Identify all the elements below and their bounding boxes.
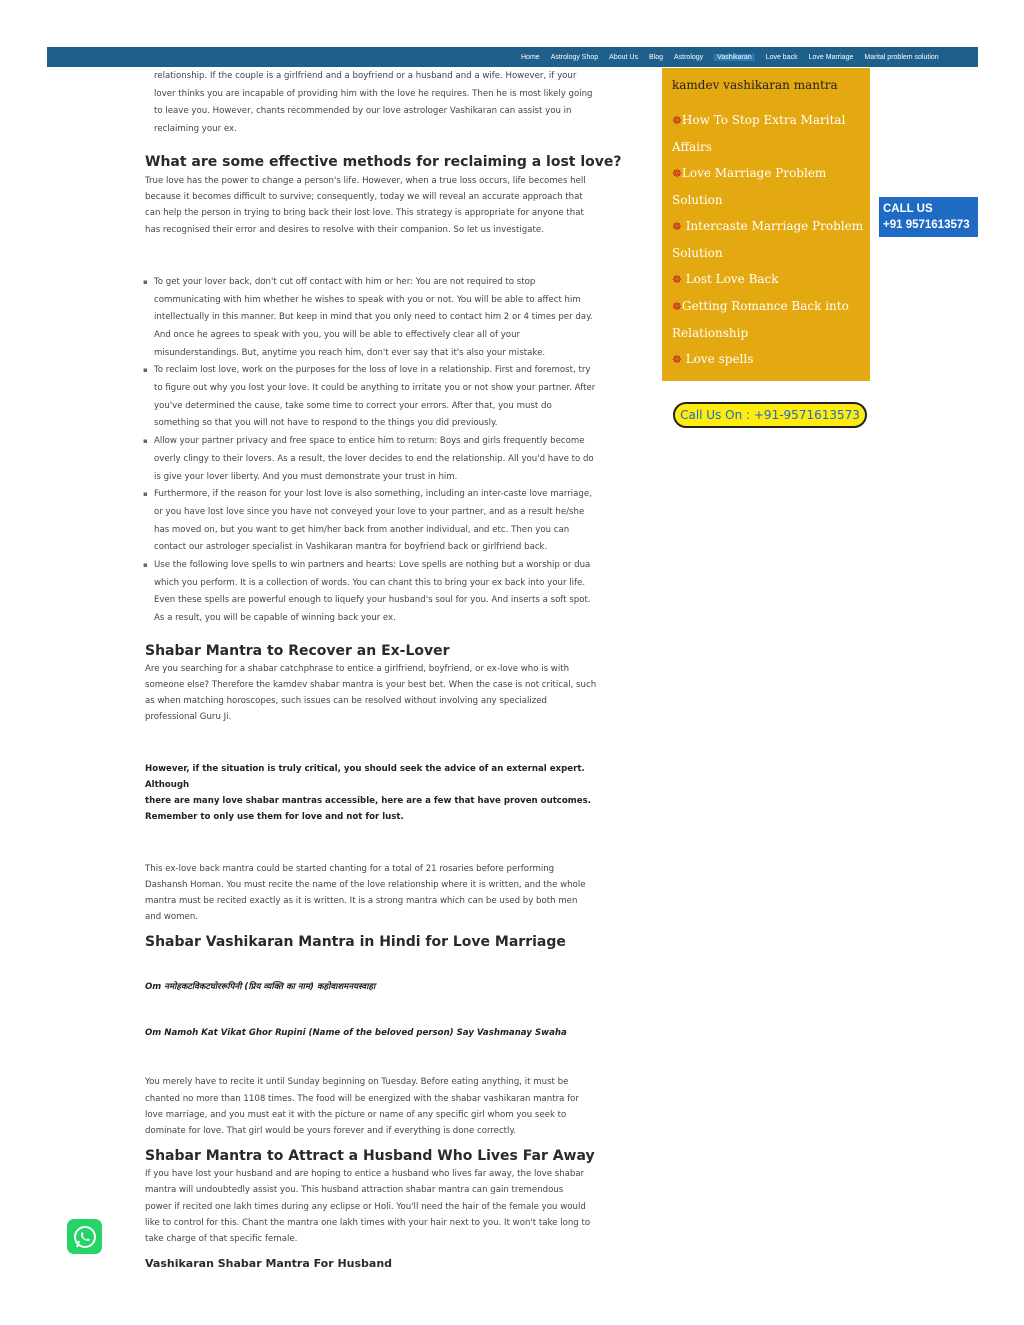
sidebar-link[interactable] xyxy=(662,213,870,240)
sidebar-link-label: Love spells xyxy=(681,352,754,366)
heading-shabar-ex-lover: Shabar Mantra to Recover an Ex-Lover xyxy=(145,642,450,659)
text-line: like to control for this. Chant the mantra one lakh times with your hair next to you. It won't take long to xyxy=(145,1217,591,1228)
whatsapp-glyph xyxy=(72,1224,98,1250)
text-line: chanted no more than 1108 times. The food will be energized with the shabar vashikaran mantra for xyxy=(145,1093,579,1104)
text-line: communicating with him whether he wishes to speak with you or not. You will be able to affect him xyxy=(154,294,581,305)
sidebar-link-label: How To Stop Extra Marital xyxy=(681,113,846,127)
text-line: as when matching horoscopes, such issues can be resolved without involving any specialized xyxy=(145,696,548,707)
dharma-wheel-icon: ☸ xyxy=(672,167,682,180)
subheading-husband-mantra: Vashikaran Shabar Mantra For Husband xyxy=(145,1257,393,1271)
text-line: professional Guru Ji. xyxy=(145,712,232,723)
text-line: Are you searching for a shabar catchphrase to entice a girlfriend, boyfriend, or ex-love who is with xyxy=(145,663,570,674)
text-line: reclaiming your ex. xyxy=(154,123,237,134)
sidebar-link-label: Getting Romance Back into xyxy=(681,299,849,313)
list-item xyxy=(145,433,625,486)
call-us-label: CALL US xyxy=(883,203,933,215)
call-us-button[interactable]: Call Us On : +91-9571613573 xyxy=(673,402,867,428)
text-line: misunderstandings. But, anytime you reach him, don't ever say that it's also your mistake. xyxy=(154,347,546,358)
text-line: dominate for love. That girl would be yours forever and if everything is done correctly. xyxy=(145,1125,517,1136)
dharma-wheel-icon: ☸ xyxy=(672,353,682,366)
text-line: You merely have to recite it until Sunday beginning on Tuesday. Before eating anything, it must be xyxy=(145,1077,569,1088)
sidebar-link-label: Solution xyxy=(672,246,723,260)
text-line: relationship. If the couple is a girlfriend and a boyfriend or a husband and a wife. However, if your xyxy=(154,71,577,81)
text-line: If you have lost your husband and are hoping to entice a husband who lives far away, the love shabar xyxy=(145,1169,585,1180)
sidebar-link[interactable] xyxy=(662,293,870,320)
shabar-paragraph xyxy=(145,661,625,726)
list-item xyxy=(145,274,625,363)
text-line: Even these spells are powerful enough to liquefy your husband's soul for you. And inserts a soft spot. xyxy=(154,595,591,606)
sidebar-link-continued[interactable] xyxy=(662,187,870,213)
text-line: overly clingy to their lovers. As a result, the lover decides to end the relationship. All you'd have to do xyxy=(154,453,594,464)
rosaries-paragraph xyxy=(145,861,625,926)
intro-paragraph xyxy=(145,68,625,138)
text-line: has moved on, but you want to get him/her back from another individual, and etc. Then you can xyxy=(154,524,570,535)
nav-item-astrology[interactable]: Astrology xyxy=(673,53,704,61)
main-article xyxy=(145,68,625,1270)
sidebar-link-continued[interactable] xyxy=(662,134,870,160)
sidebar-link[interactable] xyxy=(662,107,870,134)
mantra-hindi: Om नमोहकटविकटघोररूपिनी (प्रिय व्यक्ति का नाम) कहोवाशमनयस्वाहा xyxy=(145,982,376,993)
text-line: This ex-love back mantra could be started chanting for a total of 21 rosaries before performing xyxy=(145,863,555,874)
sidebar-link-label: Intercaste Marriage Problem xyxy=(681,219,864,233)
call-us-number: +91 9571613573 xyxy=(883,219,970,231)
text-line: is give your lover liberty. And you must demonstrate your trust in him. xyxy=(154,471,458,482)
reclaim-paragraph xyxy=(145,173,625,238)
text-line: something so that you will not have to respond to the things you did previously. xyxy=(154,418,498,429)
sidebar-link[interactable] xyxy=(662,160,870,187)
text-line: someone else? Therefore the kamdev shabar mantra is your best bet. When the case is not critical, such xyxy=(145,680,597,691)
text-line: ▪ To reclaim lost love, work on the purposes for the loss of love in a relationship. First and foremost, try xyxy=(154,365,591,376)
text-line: lover thinks you are incapable of providing him with the love he requires. Then he is most likely going xyxy=(154,88,593,99)
text-line: Remember to only use them for love and not for lust. xyxy=(145,812,404,823)
dharma-wheel-icon: ☸ xyxy=(672,114,682,127)
dharma-wheel-icon: ☸ xyxy=(672,273,682,286)
nav-item-about-us[interactable]: About Us xyxy=(609,53,638,61)
text-line: contact our astrologer specialist in Vashikaran mantra for boyfriend back or girlfriend back. xyxy=(154,542,548,553)
dharma-wheel-icon: ☸ xyxy=(672,220,682,233)
text-line: power if recited one lakh times during any eclipse or Holi. You'll need the hair of the female you would xyxy=(145,1201,586,1212)
text-line: True love has the power to change a person's life. However, when a true loss occurs, life becomes hell xyxy=(145,176,586,186)
heading-attract-husband: Shabar Mantra to Attract a Husband Who Lives Far Away xyxy=(145,1148,595,1165)
nav-item-vashikaran[interactable]: Vashikaran xyxy=(714,54,755,61)
list-item xyxy=(145,362,625,433)
top-navigation xyxy=(47,47,978,67)
heading-reclaim-lost-love: What are some effective methods for reclaiming a lost love? xyxy=(145,154,622,170)
text-line: However, if the situation is truly critical, you should seek the advice of an external expert. Although xyxy=(145,763,585,790)
sidebar-link-continued[interactable] xyxy=(662,320,870,346)
text-line: mantra will undoubtedly assist you. This husband attraction shabar mantra can gain tremendous xyxy=(145,1185,564,1196)
critical-advice-paragraph xyxy=(145,761,625,826)
sidebar-links xyxy=(662,68,870,381)
text-line: to leave you. However, chants recommended by our love astrologer Vashikaran can assist you in xyxy=(154,106,572,116)
text-line: you've determined the cause, take some time to correct your errors. After that, you must do xyxy=(154,400,552,411)
text-line: mantra must be recited exactly as it is written. It is a strong mantra which can be used by both men xyxy=(145,895,578,906)
mantra-roman: Om Namoh Kat Vikat Ghor Rupini (Name of the beloved person) Say Vashmanay Swaha xyxy=(145,1028,567,1039)
text-line: ▪ Furthermore, if the reason for your lost love is also something, including an inter-caste love marriage, xyxy=(154,489,592,500)
nav-item-blog[interactable]: Blog xyxy=(648,53,663,61)
sidebar-link-continued[interactable] xyxy=(662,240,870,266)
sidebar-link-label: Affairs xyxy=(672,140,712,154)
sidebar-link-label: Lost Love Back xyxy=(681,272,779,286)
nav-item-astrology-shop[interactable]: Astrology Shop xyxy=(550,53,599,61)
sidebar-link[interactable] xyxy=(662,346,870,373)
call-us-badge[interactable] xyxy=(879,197,978,237)
husband-paragraph xyxy=(145,1166,625,1247)
text-line: ▪ To get your lover back, don't cut off contact with him or her: You are not required to stop xyxy=(154,276,536,287)
text-line: which you perform. It is a collection of words. You can chant this to bring your ex back into your life. xyxy=(154,577,586,588)
text-line: to figure out why you lost your love. It could be anything to irritate you or not show your partner. After xyxy=(154,383,596,394)
text-line: And once he agrees to speak with you, you will be able to effectively clear all of your xyxy=(154,329,521,340)
list-item xyxy=(145,486,625,557)
text-line: has recognised their error and desires to resolve with their companion. So let us investigate. xyxy=(145,224,544,235)
recite-paragraph xyxy=(145,1074,625,1139)
text-line: or you have lost love since you have not conveyed your love to your partner, and as a result he/she xyxy=(154,506,585,517)
text-line: intellectually in this manner. But keep in mind that you only need to contact him 2 or 4 times per day. xyxy=(154,312,593,323)
whatsapp-icon[interactable] xyxy=(67,1219,102,1254)
sidebar-link[interactable] xyxy=(662,266,870,293)
nav-item-love-back[interactable]: Love back xyxy=(765,53,798,61)
dharma-wheel-icon: ☸ xyxy=(672,300,682,313)
text-line: ▪ Use the following love spells to win partners and hearts: Love spells are nothing but a worship or dua xyxy=(154,560,591,571)
nav-item-marital-problem-solution[interactable]: Marital problem solution xyxy=(864,53,939,61)
nav-item-love-marriage[interactable]: Love Marriage xyxy=(808,53,854,61)
text-line: there are many love shabar mantras accessible, here are a few that have proven outcomes. xyxy=(145,796,591,807)
text-line: because it becomes difficult to survive; consequently, today we will reveal an accurate approach that xyxy=(145,192,583,203)
sidebar-link-label: Relationship xyxy=(672,326,749,340)
text-line: love marriage, and you must eat it with the picture or name of any specific girl whom you seek to xyxy=(145,1109,567,1120)
sidebar-link-label: Love Marriage Problem xyxy=(681,166,827,180)
text-line: Dashansh Homan. You must recite the name of the love relationship where it is written, and the whole xyxy=(145,879,586,890)
text-line: take charge of that specific female. xyxy=(145,1233,298,1244)
text-line: As a result, you will be capable of winning back your ex. xyxy=(154,613,396,624)
heading-hindi-mantra: Shabar Vashikaran Mantra in Hindi for Love Marriage xyxy=(145,934,566,951)
text-line: ▪ Allow your partner privacy and free space to entice him to return: Boys and girls frequently become xyxy=(154,436,585,447)
list-item xyxy=(145,557,625,628)
text-line: can help the person in trying to bring back their lost love. This strategy is appropriate for anyone that xyxy=(145,208,584,219)
nav-menu xyxy=(521,47,950,67)
sidebar-item-kamdev[interactable]: kamdev vashikaran mantra xyxy=(672,78,838,92)
sidebar-link-label: Solution xyxy=(672,193,723,207)
nav-item-home[interactable]: Home xyxy=(521,53,540,61)
text-line: and women. xyxy=(145,912,199,923)
methods-list xyxy=(145,274,625,628)
